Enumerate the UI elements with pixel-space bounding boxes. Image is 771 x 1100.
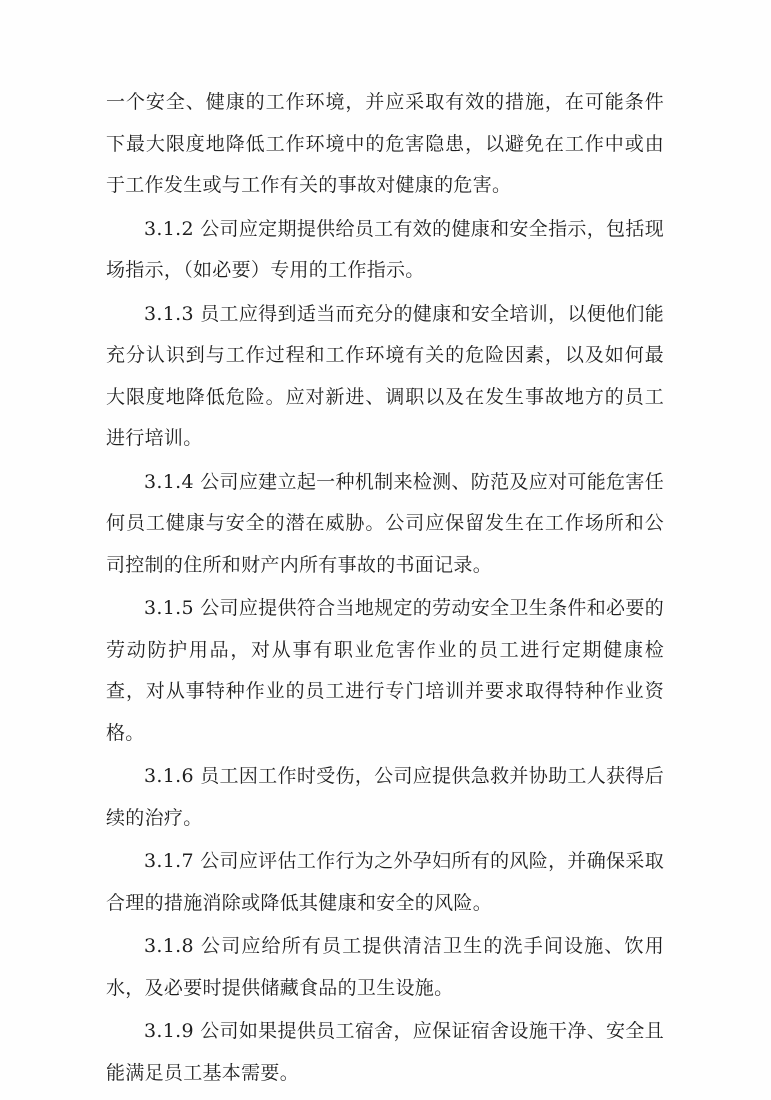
paragraph-3-1-3: 3.1.3 员工应得到适当而充分的健康和安全培训，以便他们能充分认识到与工作过程和工作环境有关的危险因素，以及如何最大限度地降低危险。应对新进、调职以及在发生事故地方的员工进行培训。: [106, 302, 664, 449]
paragraph-3-1-7: 3.1.7 公司应评估工作行为之外孕妇所有的风险，并确保采取合理的措施消除或降低其健康和安全的风险。: [106, 850, 664, 914]
paragraph-continuation: 一个安全、健康的工作环境，并应采取有效的措施，在可能条件下最大限度地降低工作环境中的危害隐患，以避免在工作中或由于工作发生或与工作有关的事故对健康的危害。: [106, 91, 664, 196]
paragraph-3-1-6: 3.1.6 员工因工作时受伤，公司应提供急救并协助工人获得后续的治疗。: [106, 765, 664, 829]
paragraph-3-1-9: 3.1.9 公司如果提供员工宿舍，应保证宿舍设施干净、安全且能满足员工基本需要。: [106, 1020, 664, 1084]
document-body: [106, 82, 664, 1096]
paragraph-3-1-2: 3.1.2 公司应定期提供给员工有效的健康和安全指示，包括现场指示，（如必要）专用的工作指示。: [106, 217, 664, 281]
paragraph-3-1-8: 3.1.8 公司应给所有员工提供清洁卫生的洗手间设施、饮用水，及必要时提供储藏食品的卫生设施。: [106, 935, 664, 999]
paragraph-3-1-5: 3.1.5 公司应提供符合当地规定的劳动安全卫生条件和必要的劳动防护用品，对从事有职业危害作业的员工进行定期健康检查，对从事特种作业的员工进行专门培训并要求取得特种作业资格。: [106, 597, 664, 744]
paragraph-3-1-4: 3.1.4 公司应建立起一种机制来检测、防范及应对可能危害任何员工健康与安全的潜在威胁。公司应保留发生在工作场所和公司控制的住所和财产内所有事故的书面记录。: [106, 470, 664, 576]
